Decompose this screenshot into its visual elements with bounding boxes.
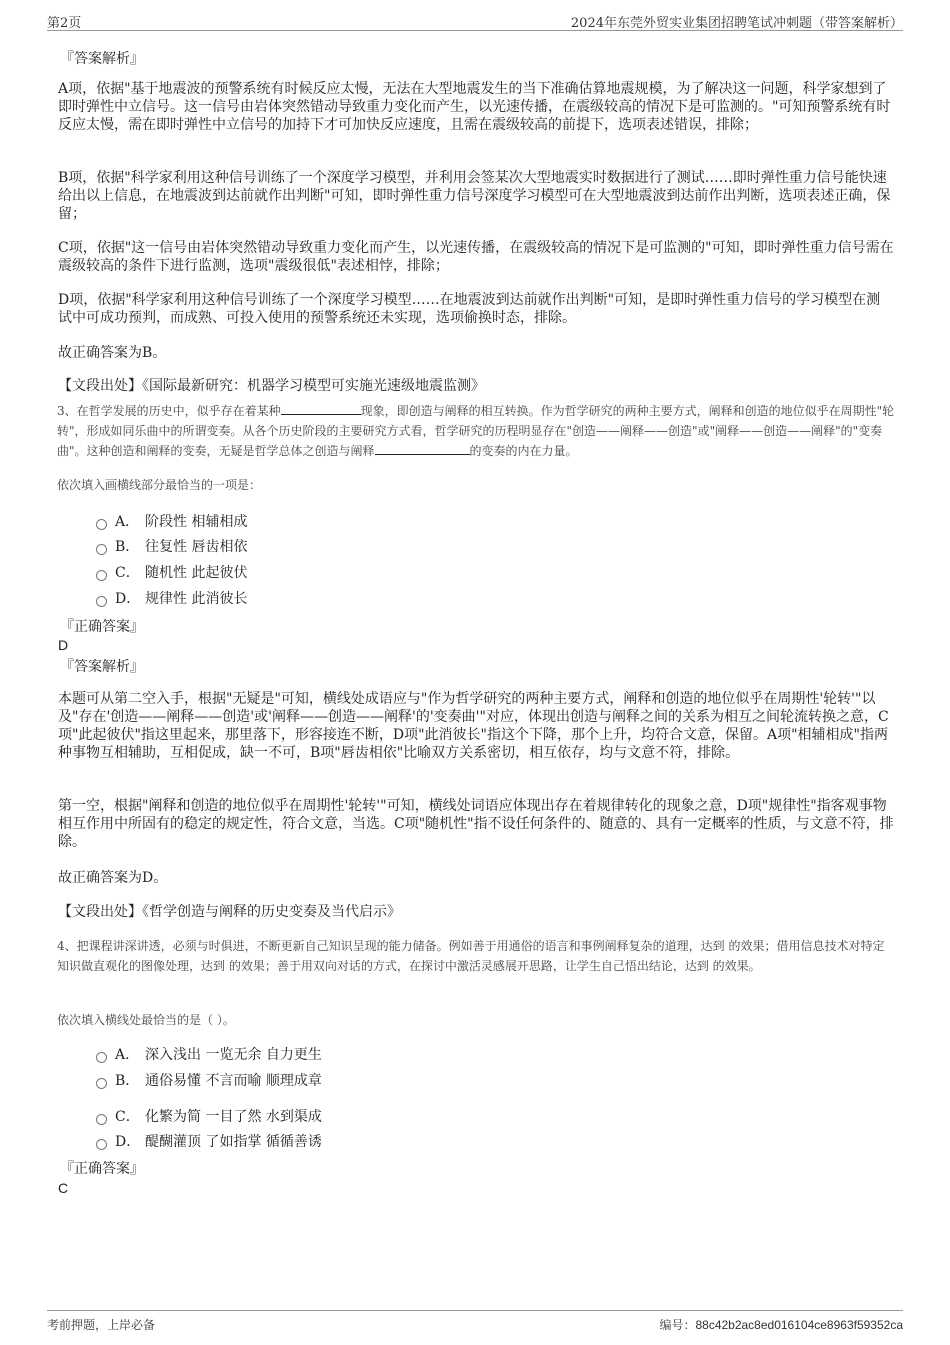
q2-analysis-option-c: C项，依据"这一信号由岩体突然错动导致重力变化而产生，以光速传播，在震级较高的情况下是可监测的"可知，即时弹性重力信号需在震级较高的条件下进行监测，选项"震级很低"表述相悖，排除； — [58, 240, 894, 274]
q4-correct-label: 『正确答案』 — [60, 1161, 144, 1177]
q3-correct-label: 『正确答案』 — [60, 619, 144, 635]
q4-correct-answer: C — [58, 1180, 69, 1196]
q4-option-c[interactable]: C． 化繁为简 一目了然 水到渠成 — [96, 1108, 322, 1126]
radio-icon[interactable] — [96, 544, 107, 555]
q3-option-d[interactable]: D． 规律性 此消彼长 — [96, 590, 247, 608]
q2-analysis-label: 『答案解析』 — [60, 51, 144, 67]
q3-stem — [57, 401, 895, 461]
radio-icon[interactable] — [96, 596, 107, 607]
q4-option-d[interactable]: D． 醍醐灌顶 了如指掌 循循善诱 — [96, 1133, 322, 1151]
q2-analysis-option-a: A项，依据"基于地震波的预警系统有时候反应太慢，无法在大型地震发生的当下准确估算地震规模，为了解决这一问题，科学家想到了即时弹性中立信号。这一信号由岩体突然错动导致重力变化而产生，以光速传播，在震级较高的情况下是可监测的。"可知预警系统有时反应太慢，需在即时弹性中立信号的加持下才可加快反应速度，且需在震级较高的前提下，选项表述错误，排除； — [58, 81, 891, 133]
radio-icon[interactable] — [96, 519, 107, 530]
footer-slogan: 考前押题，上岸必备 — [47, 1318, 156, 1332]
q3-instruction: 依次填入画横线部分最恰当的一项是： — [57, 478, 262, 492]
q4-option-b[interactable]: B． 通俗易懂 不言而喻 顺理成章 — [96, 1072, 322, 1090]
q3-blank-2 — [375, 442, 470, 455]
document-code-label: 编号： — [659, 1318, 696, 1332]
q2-source: 【文段出处】《国际最新研究：机器学习模型可实施光速级地震监测》 — [58, 378, 485, 394]
q3-source: 【文段出处】《哲学创造与阐释的历史变奏及当代启示》 — [58, 904, 401, 920]
q3-correct-answer: D — [58, 637, 69, 653]
q2-conclusion: 故正确答案为B。 — [58, 345, 167, 361]
q4-option-a[interactable]: A． 深入浅出 一览无余 自力更生 — [96, 1046, 322, 1064]
q2-analysis-option-d: D项，依据"科学家利用这种信号训练了一个深度学习模型……在地震波到达前就作出判断"可知，是即时弹性重力信号的学习模型在测试中可成功预判，而成熟、可投入使用的预警系统还未实现，选项偷换时态，排除。 — [58, 292, 881, 326]
page-number: 第2页 — [47, 16, 82, 31]
q3-stem-part2: 现象，即创造与阐释的相互转换。作为哲学研究的两种主要方式，阐释和创造的地位似乎在周期性"轮转"，形成如同乐曲中的所谓变奏。从各个历史阶段的主要研究方式看，哲学研究的历程明显存在"创造——阐释——创造"或"阐释——创造——阐释"的"变奏曲"。这种创造和阐释的变奏，无疑是哲学总体之创造与阐释 — [57, 404, 895, 458]
q3-analysis-p1: 本题可从第二空入手，根据"无疑是"可知，横线处成语应与"作为哲学研究的两种主要方式，阐释和创造的地位似乎在周期性'轮转'"以及"存在'创造——阐释——创造'或'阐释——创造——阐释'的'变奏曲'"对应，体现出创造与阐释之间的关系为相互之间轮流转换之意，C项"此起彼伏"指这里起来，那里落下，形容接连不断，D项"此消彼长"指这个下降，那个上升，均符合文意，保留。A项"相辅相成"指两种事物互相辅助，互相促成，缺一不可，B项"唇齿相依"比喻双方关系密切，相互依存，均与文意不符，排除。 — [58, 691, 889, 761]
q3-stem-part1: 3、在哲学发展的历史中，似乎存在着某种 — [57, 404, 281, 418]
q3-option-c[interactable]: C． 随机性 此起彼伏 — [96, 564, 247, 582]
radio-icon[interactable] — [96, 570, 107, 581]
page-header — [47, 10, 903, 31]
document-code — [659, 1316, 903, 1333]
q3-option-b[interactable]: B． 往复性 唇齿相依 — [96, 538, 247, 556]
radio-icon[interactable] — [96, 1078, 107, 1089]
page-footer — [47, 1310, 903, 1337]
q3-option-a[interactable]: A． 阶段性 相辅相成 — [96, 513, 247, 531]
q2-analysis-option-b: B项，依据"科学家利用这种信号训练了一个深度学习模型，并利用会签某次大型地震实时数据进行了测试……即时弹性重力信号能快速给出以上信息，在地震波到达前就作出判断"可知，即时弹性重力信号深度学习模型可在大型地震波到达前作出判断，选项表述正确，保留； — [58, 170, 891, 222]
document-code-value: 88c42b2ac8ed016104ce8963f59352ca — [695, 1318, 903, 1332]
q3-analysis-label: 『答案解析』 — [60, 659, 144, 675]
radio-icon[interactable] — [96, 1139, 107, 1150]
radio-icon[interactable] — [96, 1052, 107, 1063]
q4-instruction: 依次填入横线处最恰当的是（ ）。 — [57, 1013, 235, 1027]
q3-blank-1 — [281, 402, 361, 415]
radio-icon[interactable] — [96, 1114, 107, 1125]
q3-analysis-p2: 第一空，根据"阐释和创造的地位似乎在周期性'轮转'"可知，横线处词语应体现出存在着规律转化的现象之意，D项"规律性"指客观事物相互作用中所固有的稳定的规定性，符合文意，当选。C项"随机性"指不设任何条件的、随意的、具有一定概率的性质，与文意不符，排除。 — [58, 798, 894, 850]
q3-stem-part3: 的变奏的内在力量。 — [469, 444, 578, 458]
document-title: 2024年东莞外贸实业集团招聘笔试冲刺题（带答案解析） — [570, 16, 903, 31]
q4-stem: 4、把课程讲深讲透，必须与时俱进，不断更新自己知识呈现的能力储备。例如善于用通俗的语言和事例阐释复杂的道理，达到 的效果；借用信息技术对特定知识做直观化的图像处理，达到 的效果；善于用双向对话的方式，在探讨中激活灵感展开思路，让学生自己悟出结论，达到 的效果。 — [57, 939, 885, 973]
q3-conclusion: 故正确答案为D。 — [58, 870, 168, 886]
